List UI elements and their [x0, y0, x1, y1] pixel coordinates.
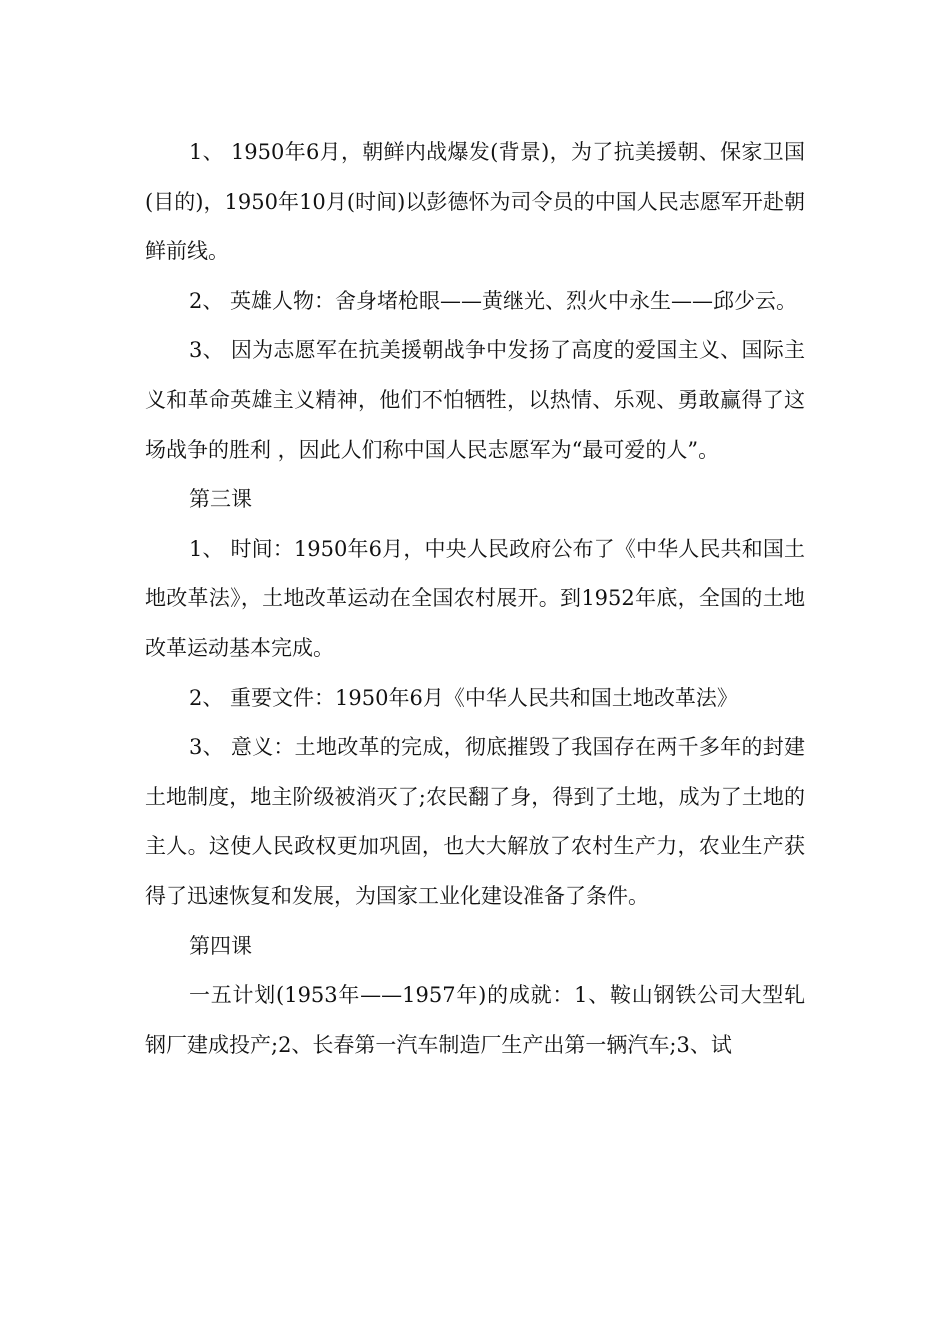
document-body — [145, 128, 805, 1070]
paragraph-korean-war-background: 1、 1950年6月，朝鲜内战爆发(背景)，为了抗美援朝、保家卫国(目的)，1950年10月(时间)以彭德怀为司令员的中国人民志愿军开赴朝鲜前线。 — [145, 140, 805, 264]
paragraph-heroes: 2、 英雄人物：舍身堵枪眼——黄继光、烈火中永生——邱少云。 — [189, 288, 798, 313]
paragraph-land-reform-document: 2、 重要文件：1950年6月《中华人民共和国土地改革法》 — [189, 685, 738, 710]
paragraph-land-reform-time: 1、 时间：1950年6月，中央人民政府公布了《中华人民共和国土地改革法》，土地改革运动在全国农村展开。到1952年底，全国的土地改革运动基本完成。 — [145, 536, 805, 660]
paragraph-most-lovable-people: 3、 因为志愿军在抗美援朝战争中发扬了高度的爱国主义、国际主义和革命英雄主义精神，他们不怕牺牲，以热情、乐观、勇敢赢得了这场战争的胜利 ，因此人们称中国人民志愿军为“最可爱的人”。 — [145, 338, 805, 462]
lesson-three-heading: 第三课 — [189, 487, 252, 512]
paragraph-land-reform-significance: 3、 意义：土地改革的完成，彻底摧毁了我国存在两千多年的封建土地制度，地主阶级被消灭了;农民翻了身，得到了土地，成为了土地的主人。这使人民政权更加巩固，也大大解放了农村生产力，农业生产获得了迅速恢复和发展，为国家工业化建设准备了条件。 — [145, 735, 805, 908]
lesson-four-heading: 第四课 — [189, 933, 252, 958]
paragraph-first-five-year-plan: 一五计划(1953年——1957年)的成就：1、鞍山钢铁公司大型轧钢厂建成投产;2、长春第一汽车制造厂生产出第一辆汽车;3、试 — [145, 983, 805, 1057]
